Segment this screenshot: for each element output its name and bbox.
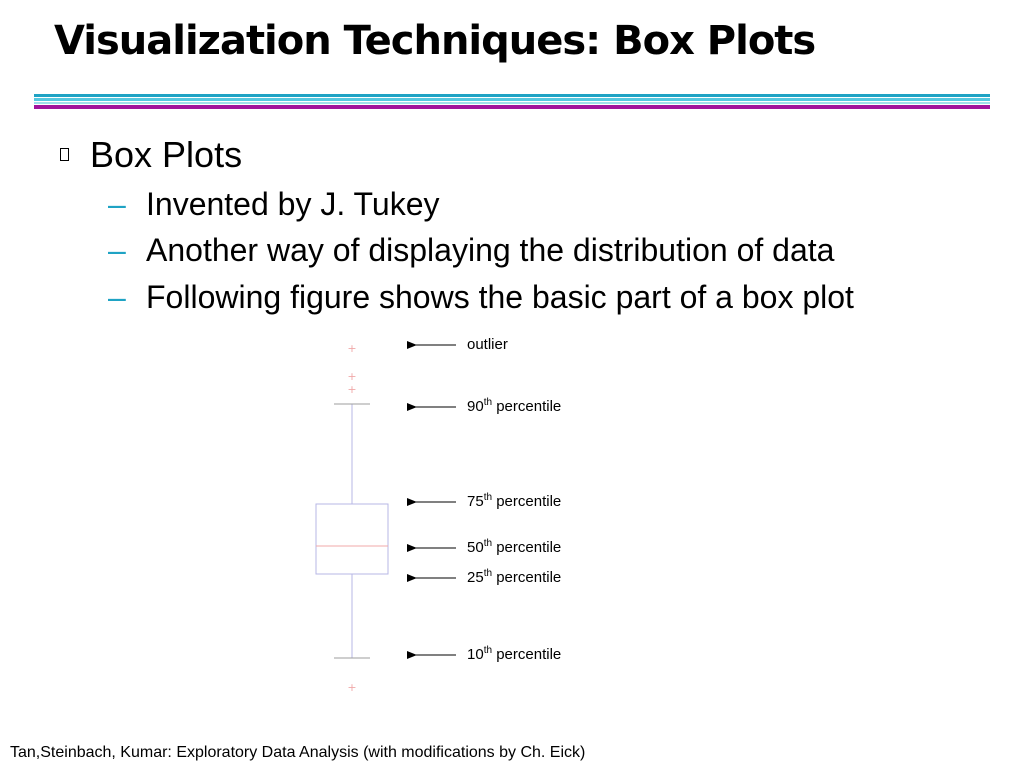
outlier-marker-1: + xyxy=(347,342,357,355)
sub-item-distribution xyxy=(108,232,834,269)
box-plot-diagram xyxy=(300,330,620,700)
title-rule-purple xyxy=(34,105,990,109)
sub-item-invented xyxy=(108,186,440,223)
sub-item-text: Following figure shows the basic part of a box plot xyxy=(146,279,854,315)
title-rule-teal xyxy=(34,94,990,97)
dash-bullet: – xyxy=(108,279,126,315)
label-p25: 25th percentile xyxy=(467,568,562,586)
outlier-marker-4: + xyxy=(347,681,357,694)
dash-bullet: – xyxy=(108,232,126,268)
outlier-marker-2: + xyxy=(347,370,357,383)
sub-item-figure xyxy=(108,279,854,316)
label-p10: 10th percentile xyxy=(467,645,562,663)
label-p90: 90th percentile xyxy=(467,397,562,415)
square-bullet-icon xyxy=(60,148,69,161)
label-outlier: outlier xyxy=(467,336,508,353)
footer-citation: Tan,Steinbach, Kumar: Exploratory Data Analysis (with modifications by Ch. Eick) xyxy=(10,744,586,761)
sub-item-text: Invented by J. Tukey xyxy=(146,186,440,222)
slide-title: Visualization Techniques: Box Plots xyxy=(54,18,816,64)
bullet-box-plots: Box Plots xyxy=(90,134,243,175)
label-p75: 75th percentile xyxy=(467,492,562,510)
sub-item-text: Another way of displaying the distribution of data xyxy=(146,232,835,268)
title-rule-light xyxy=(34,98,990,101)
box-iqr xyxy=(316,504,388,574)
dash-bullet: – xyxy=(108,186,126,222)
outlier-marker-3: + xyxy=(347,383,357,396)
label-p50: 50th percentile xyxy=(467,538,562,556)
title-rule-pale xyxy=(34,102,990,104)
